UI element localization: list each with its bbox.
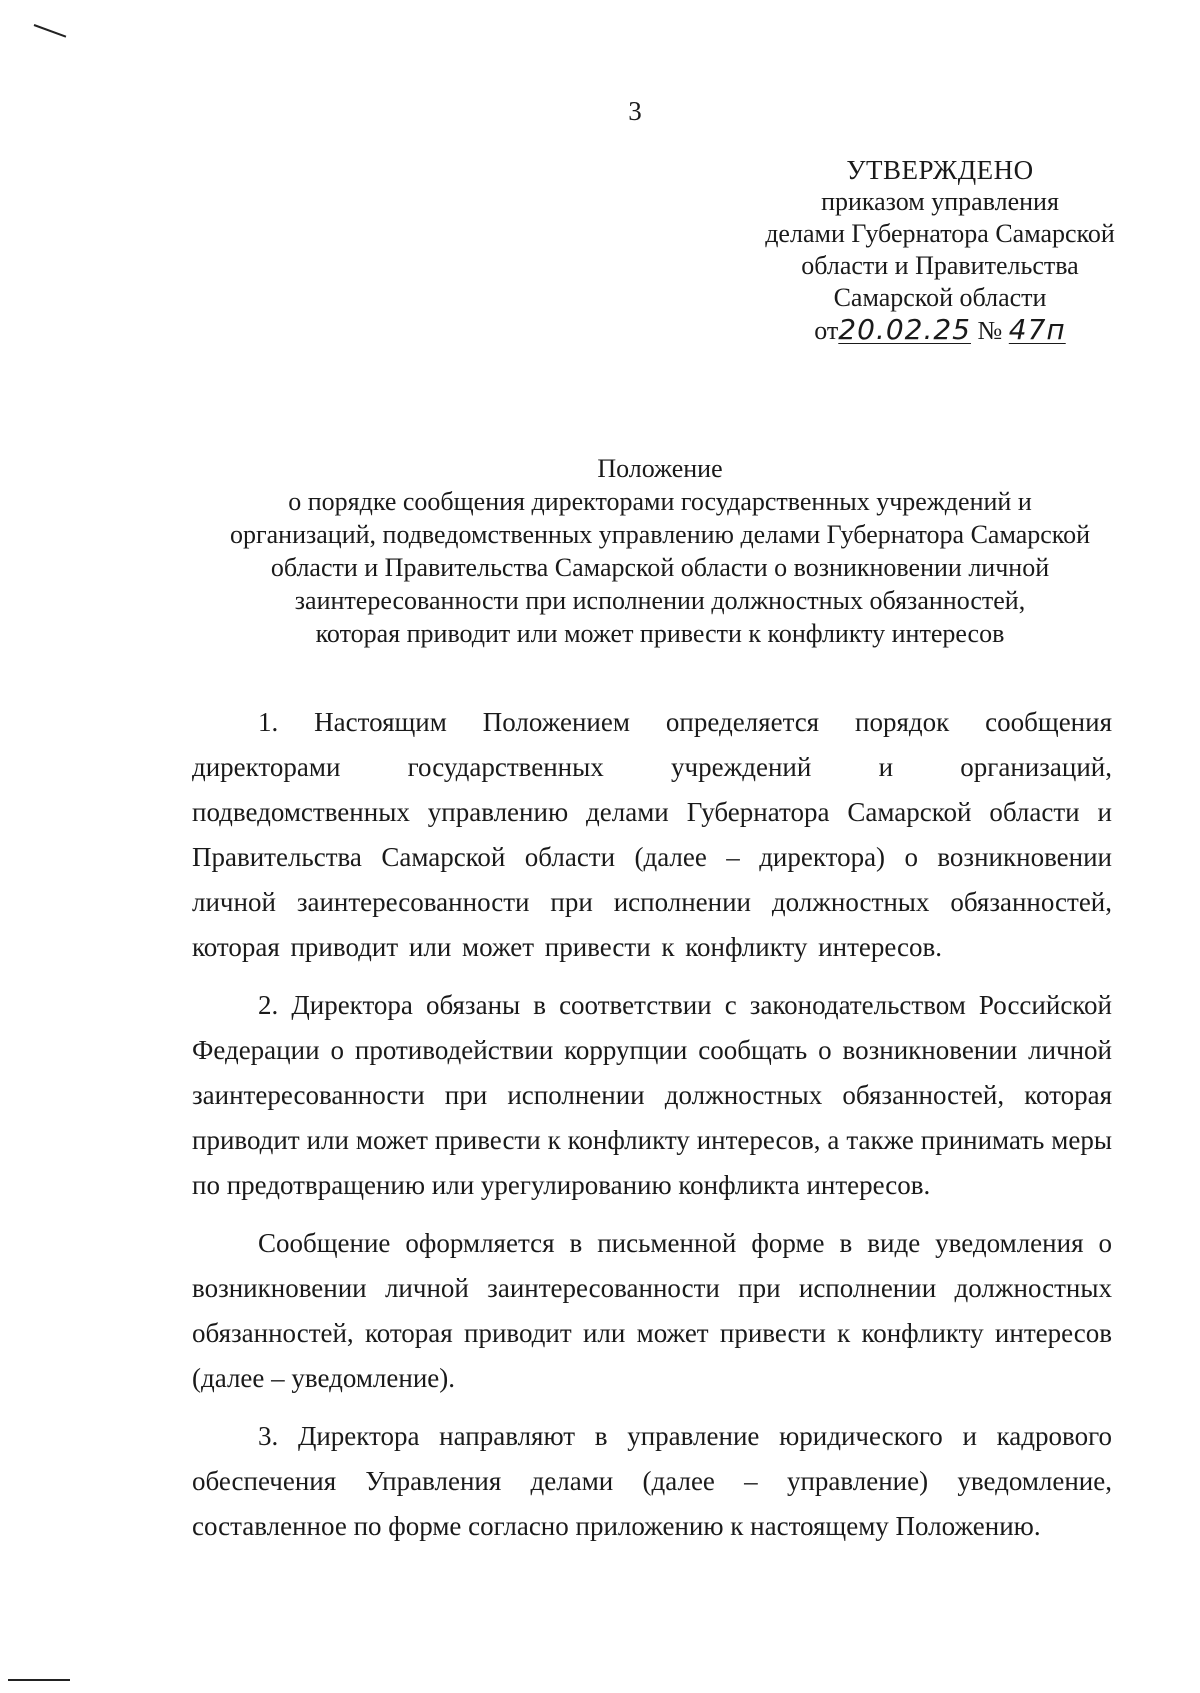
approval-date-line bbox=[740, 314, 1140, 347]
handwritten-date: 20.02.25 bbox=[838, 313, 971, 346]
number-sign: № bbox=[977, 316, 1003, 345]
document-title bbox=[160, 452, 1160, 650]
paragraph: Сообщение оформляется в письменной форме в виде уведомления о возникновении личной заинтересованности при исполнении должностных обязанностей, которая приводит или может привести к конфликту интересов (далее – уведомление). bbox=[192, 1228, 1112, 1393]
paragraph: 3. Директора направляют в управление юридического и кадрового обеспечения Управления делами (далее – управление) уведомление, составленное по форме согласно приложению к настоящему Положению. bbox=[192, 1421, 1112, 1541]
scan-mark bbox=[8, 1679, 70, 1681]
approval-heading: УТВЕРЖДЕНО bbox=[846, 155, 1034, 185]
document-body bbox=[192, 700, 1112, 1562]
approval-line: делами Губернатора Самарской bbox=[765, 219, 1115, 248]
title-line: области и Правительства Самарской области о возникновении личной bbox=[270, 553, 1050, 582]
paragraph: 2. Директора обязаны в соответствии с законодательством Российской Федерации о противодействии коррупции сообщать о возникновении личной заинтересованности при исполнении должностных обязанностей, которая приводит или может привести к конфликту интересов, а также принимать меры по предотвращению или урегулированию конфликта интересов. bbox=[192, 990, 1112, 1200]
approval-line: Самарской области bbox=[833, 283, 1047, 312]
title-line: заинтересованности при исполнении должностных обязанностей, bbox=[294, 586, 1026, 615]
title-line: о порядке сообщения директорами государственных учреждений и bbox=[288, 487, 1032, 516]
handwritten-number: 47п bbox=[1008, 313, 1066, 346]
approval-line: области и Правительства bbox=[801, 251, 1079, 280]
scan-mark bbox=[34, 24, 67, 38]
title-line: которая приводит или может привести к конфликту интересов bbox=[315, 619, 1005, 648]
title-heading: Положение bbox=[597, 454, 723, 483]
date-prefix: от bbox=[814, 316, 839, 345]
page-number: 3 bbox=[628, 96, 642, 126]
approval-line: приказом управления bbox=[821, 187, 1059, 216]
title-line: организаций, подведомственных управлению делами Губернатора Самарской bbox=[229, 520, 1091, 549]
approval-stamp bbox=[740, 154, 1140, 347]
paragraph: 1. Настоящим Положением определяется порядок сообщения директорами государственных учреждений и организаций, подведомственных управлению делами Губернатора Самарской области и Правительства Самарской области (далее – директора) о возникновении личной заинтересованности при исполнении должностных обязанностей, которая приводит или может привести к конфликту интересов. bbox=[192, 707, 1112, 962]
